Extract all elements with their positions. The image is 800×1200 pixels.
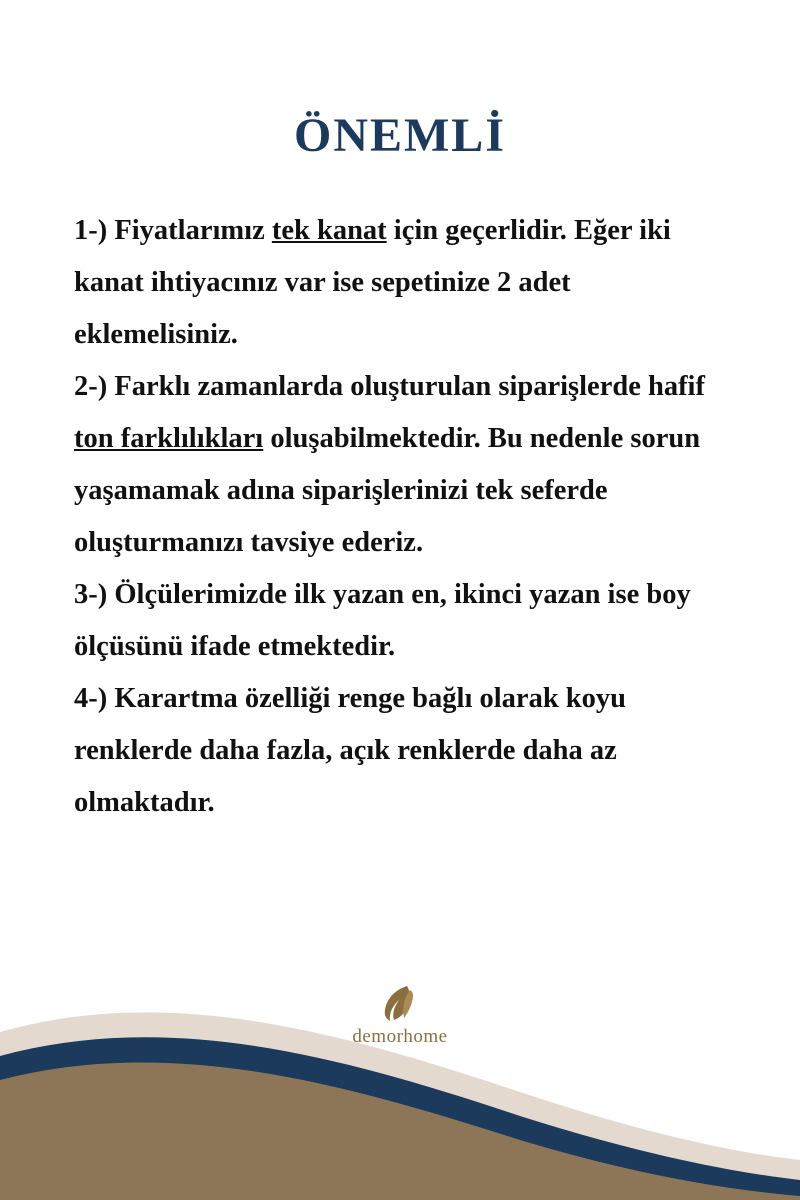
- paragraph-1-part-3: için geçerlidir. Eğer iki kanat ihtiyacınız var ise sepetinize 2 adet eklemelisiniz.: [74, 215, 671, 350]
- notice-paragraph-1: [74, 205, 734, 361]
- paragraph-3-part-1: 3-) Ölçülerimizde ilk yazan en, ikinci yazan ise boy ölçüsünü ifade etmektedir.: [74, 579, 691, 662]
- paragraph-2-part-3: oluşabilmektedir. Bu nedenle sorun yaşamamak adına siparişlerinizi tek seferde oluşturmanızı tavsiye ederiz.: [74, 423, 701, 558]
- footer-wave-graphic: [0, 940, 800, 1200]
- notice-paragraph-4: [74, 673, 734, 829]
- paragraph-1-part-1: 1-) Fiyatlarımız: [74, 215, 272, 246]
- notice-body: [74, 205, 734, 829]
- page-title: ÖNEMLİ: [293, 109, 506, 162]
- notice-paragraph-3: [74, 569, 734, 673]
- paragraph-1-emphasis: tek kanat: [271, 215, 387, 246]
- notice-paragraph-2: [74, 361, 734, 569]
- paragraph-2-part-1: 2-) Farklı zamanlarda oluşturulan siparişlerde hafif: [74, 371, 705, 402]
- brand-name: demorhome: [352, 1026, 448, 1047]
- paragraph-2-emphasis: ton farklılıkları: [74, 423, 264, 454]
- paragraph-4-part-1: 4-) Karartma özelliği renge bağlı olarak koyu renklerde daha fazla, açık renklerde daha az olmaktadır.: [74, 683, 626, 818]
